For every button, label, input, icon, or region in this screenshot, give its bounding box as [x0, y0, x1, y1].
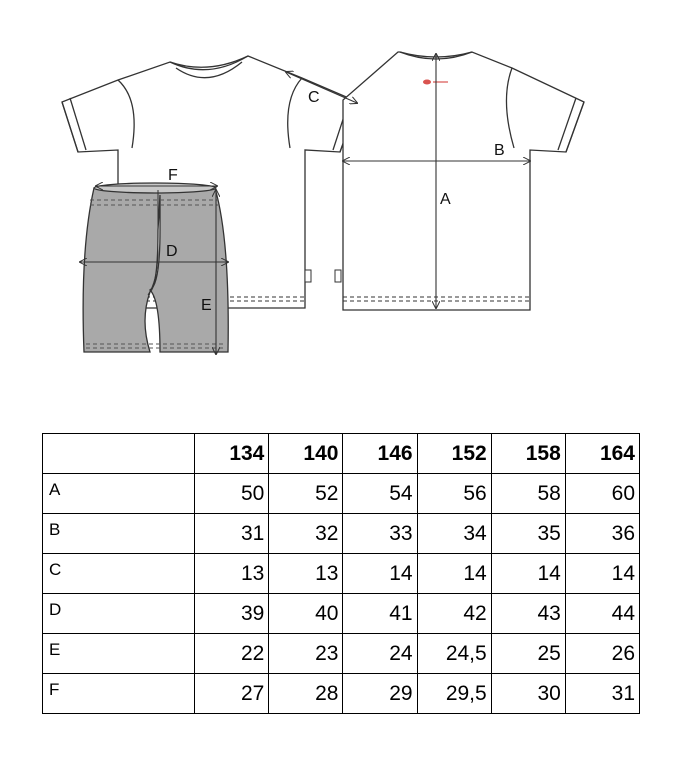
- table-row: [43, 554, 640, 594]
- row-label: E: [43, 634, 195, 674]
- table-cell: 22: [195, 634, 269, 674]
- table-cell: 24: [343, 634, 417, 674]
- row-label: A: [43, 474, 195, 514]
- table-cell: 36: [565, 514, 639, 554]
- label-e: E: [201, 297, 212, 314]
- table-cell: 32: [269, 514, 343, 554]
- tshirt-back: [335, 52, 584, 310]
- label-b: B: [494, 142, 505, 159]
- table-cell: 43: [491, 594, 565, 634]
- table-cell: 42: [417, 594, 491, 634]
- table-cell: 35: [491, 514, 565, 554]
- size-table: [42, 433, 640, 714]
- row-label: F: [43, 674, 195, 714]
- table-cell: 41: [343, 594, 417, 634]
- size-header: 134: [195, 434, 269, 474]
- label-d: D: [166, 243, 178, 260]
- table-cell: 28: [269, 674, 343, 714]
- table-cell: 29: [343, 674, 417, 714]
- table-cell: 14: [343, 554, 417, 594]
- table-cell: 25: [491, 634, 565, 674]
- table-cell: 52: [269, 474, 343, 514]
- table-cell: 31: [565, 674, 639, 714]
- table-cell: 50: [195, 474, 269, 514]
- size-header-row: [43, 434, 640, 474]
- label-a: A: [440, 191, 451, 208]
- table-cell: 26: [565, 634, 639, 674]
- table-cell: 44: [565, 594, 639, 634]
- table-cell: 34: [417, 514, 491, 554]
- table-row: [43, 594, 640, 634]
- size-header: 140: [269, 434, 343, 474]
- size-header: 164: [565, 434, 639, 474]
- table-cell: 58: [491, 474, 565, 514]
- size-header: 152: [417, 434, 491, 474]
- row-label: D: [43, 594, 195, 634]
- table-cell: 13: [269, 554, 343, 594]
- table-cell: 33: [343, 514, 417, 554]
- table-cell: 27: [195, 674, 269, 714]
- table-row: [43, 474, 640, 514]
- label-f: F: [168, 167, 178, 184]
- table-cell: 40: [269, 594, 343, 634]
- table-cell: 13: [195, 554, 269, 594]
- table-cell: 30: [491, 674, 565, 714]
- table-cell: 56: [417, 474, 491, 514]
- corner-cell: [43, 434, 195, 474]
- shorts: [83, 183, 228, 352]
- label-c: C: [308, 89, 320, 106]
- table-cell: 31: [195, 514, 269, 554]
- table-cell: 24,5: [417, 634, 491, 674]
- size-header: 146: [343, 434, 417, 474]
- table-cell: 29,5: [417, 674, 491, 714]
- table-cell: 14: [565, 554, 639, 594]
- table-cell: 54: [343, 474, 417, 514]
- table-row: [43, 634, 640, 674]
- size-header: 158: [491, 434, 565, 474]
- table-row: [43, 674, 640, 714]
- table-cell: 14: [417, 554, 491, 594]
- row-label: B: [43, 514, 195, 554]
- row-label: C: [43, 554, 195, 594]
- table-cell: 60: [565, 474, 639, 514]
- table-cell: 39: [195, 594, 269, 634]
- table-cell: 14: [491, 554, 565, 594]
- table-cell: 23: [269, 634, 343, 674]
- table-row: [43, 514, 640, 554]
